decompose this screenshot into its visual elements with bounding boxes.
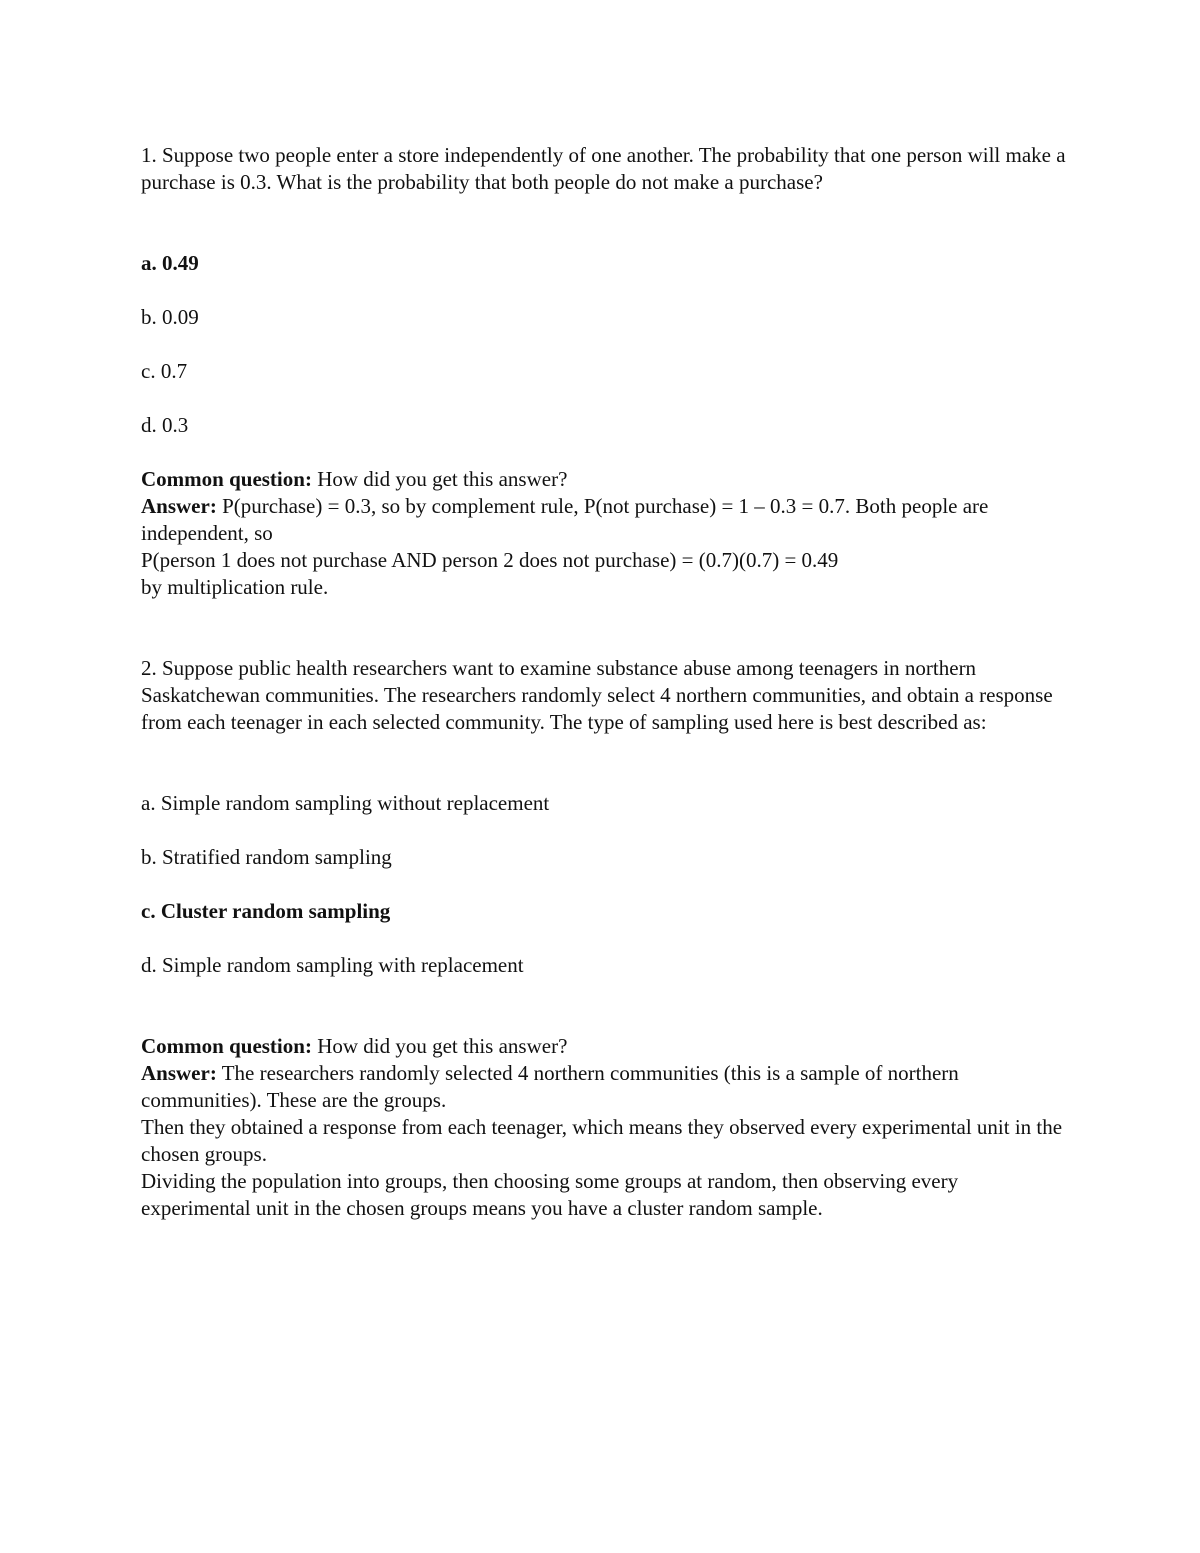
common-question-text: How did you get this answer? [311, 467, 568, 491]
common-question-line [141, 466, 1071, 493]
question-1-choice-b: b. 0.09 [141, 305, 199, 329]
question-2-choice-c: c. Cluster random sampling [141, 899, 391, 923]
answer-line: P(person 1 does not purchase AND person 2 does not purchase) = (0.7)(0.7) = 0.49 [141, 548, 839, 572]
document-page [141, 142, 1071, 1222]
question-1-prompt: 1. Suppose two people enter a store independently of one another. The probability that one person will make a purchase is 0.3. What is the probability that both people do not make a purchase? [141, 143, 1066, 194]
question-1-choices [141, 250, 1071, 439]
question-1-choice-d: d. 0.3 [141, 413, 189, 437]
question-1-choice-a: a. 0.49 [141, 251, 199, 275]
answer-line: Dividing the population into groups, then choosing some groups at random, then observing every experimental unit in the chosen groups means you have a cluster random sample. [141, 1169, 959, 1220]
question-2 [141, 655, 1071, 1222]
question-1 [141, 142, 1071, 601]
answer-text: P(purchase) = 0.3, so by complement rule, P(not purchase) = 1 – 0.3 = 0.7. Both people are independent, so [141, 494, 989, 545]
answer-line [141, 493, 1071, 547]
question-1-choice-c: c. 0.7 [141, 359, 188, 383]
common-question-text: How did you get this answer? [311, 1034, 568, 1058]
question-2-prompt: 2. Suppose public health researchers want to examine substance abuse among teenagers in northern Saskatchewan communities. The researchers randomly select 4 northern communities, and obtain a response from each teenager in each selected community. The type of sampling used here is best described as: [141, 656, 1053, 734]
common-question-line [141, 1033, 1071, 1060]
question-2-choices [141, 790, 1071, 979]
question-2-explanation [141, 1033, 1071, 1222]
answer-line [141, 1060, 1071, 1114]
question-2-choice-d: d. Simple random sampling with replacement [141, 953, 524, 977]
question-2-choice-b: b. Stratified random sampling [141, 845, 392, 869]
common-question-label: Common question: [141, 1034, 312, 1058]
answer-label: Answer: [141, 494, 217, 518]
answer-text: The researchers randomly selected 4 northern communities (this is a sample of northern communities). These are the groups. [141, 1061, 959, 1112]
answer-line: Then they obtained a response from each teenager, which means they observed every experimental unit in the chosen groups. [141, 1115, 1063, 1166]
question-1-explanation [141, 466, 1071, 601]
common-question-label: Common question: [141, 467, 312, 491]
question-2-choice-a: a. Simple random sampling without replacement [141, 791, 550, 815]
answer-label: Answer: [141, 1061, 217, 1085]
answer-line: by multiplication rule. [141, 575, 329, 599]
